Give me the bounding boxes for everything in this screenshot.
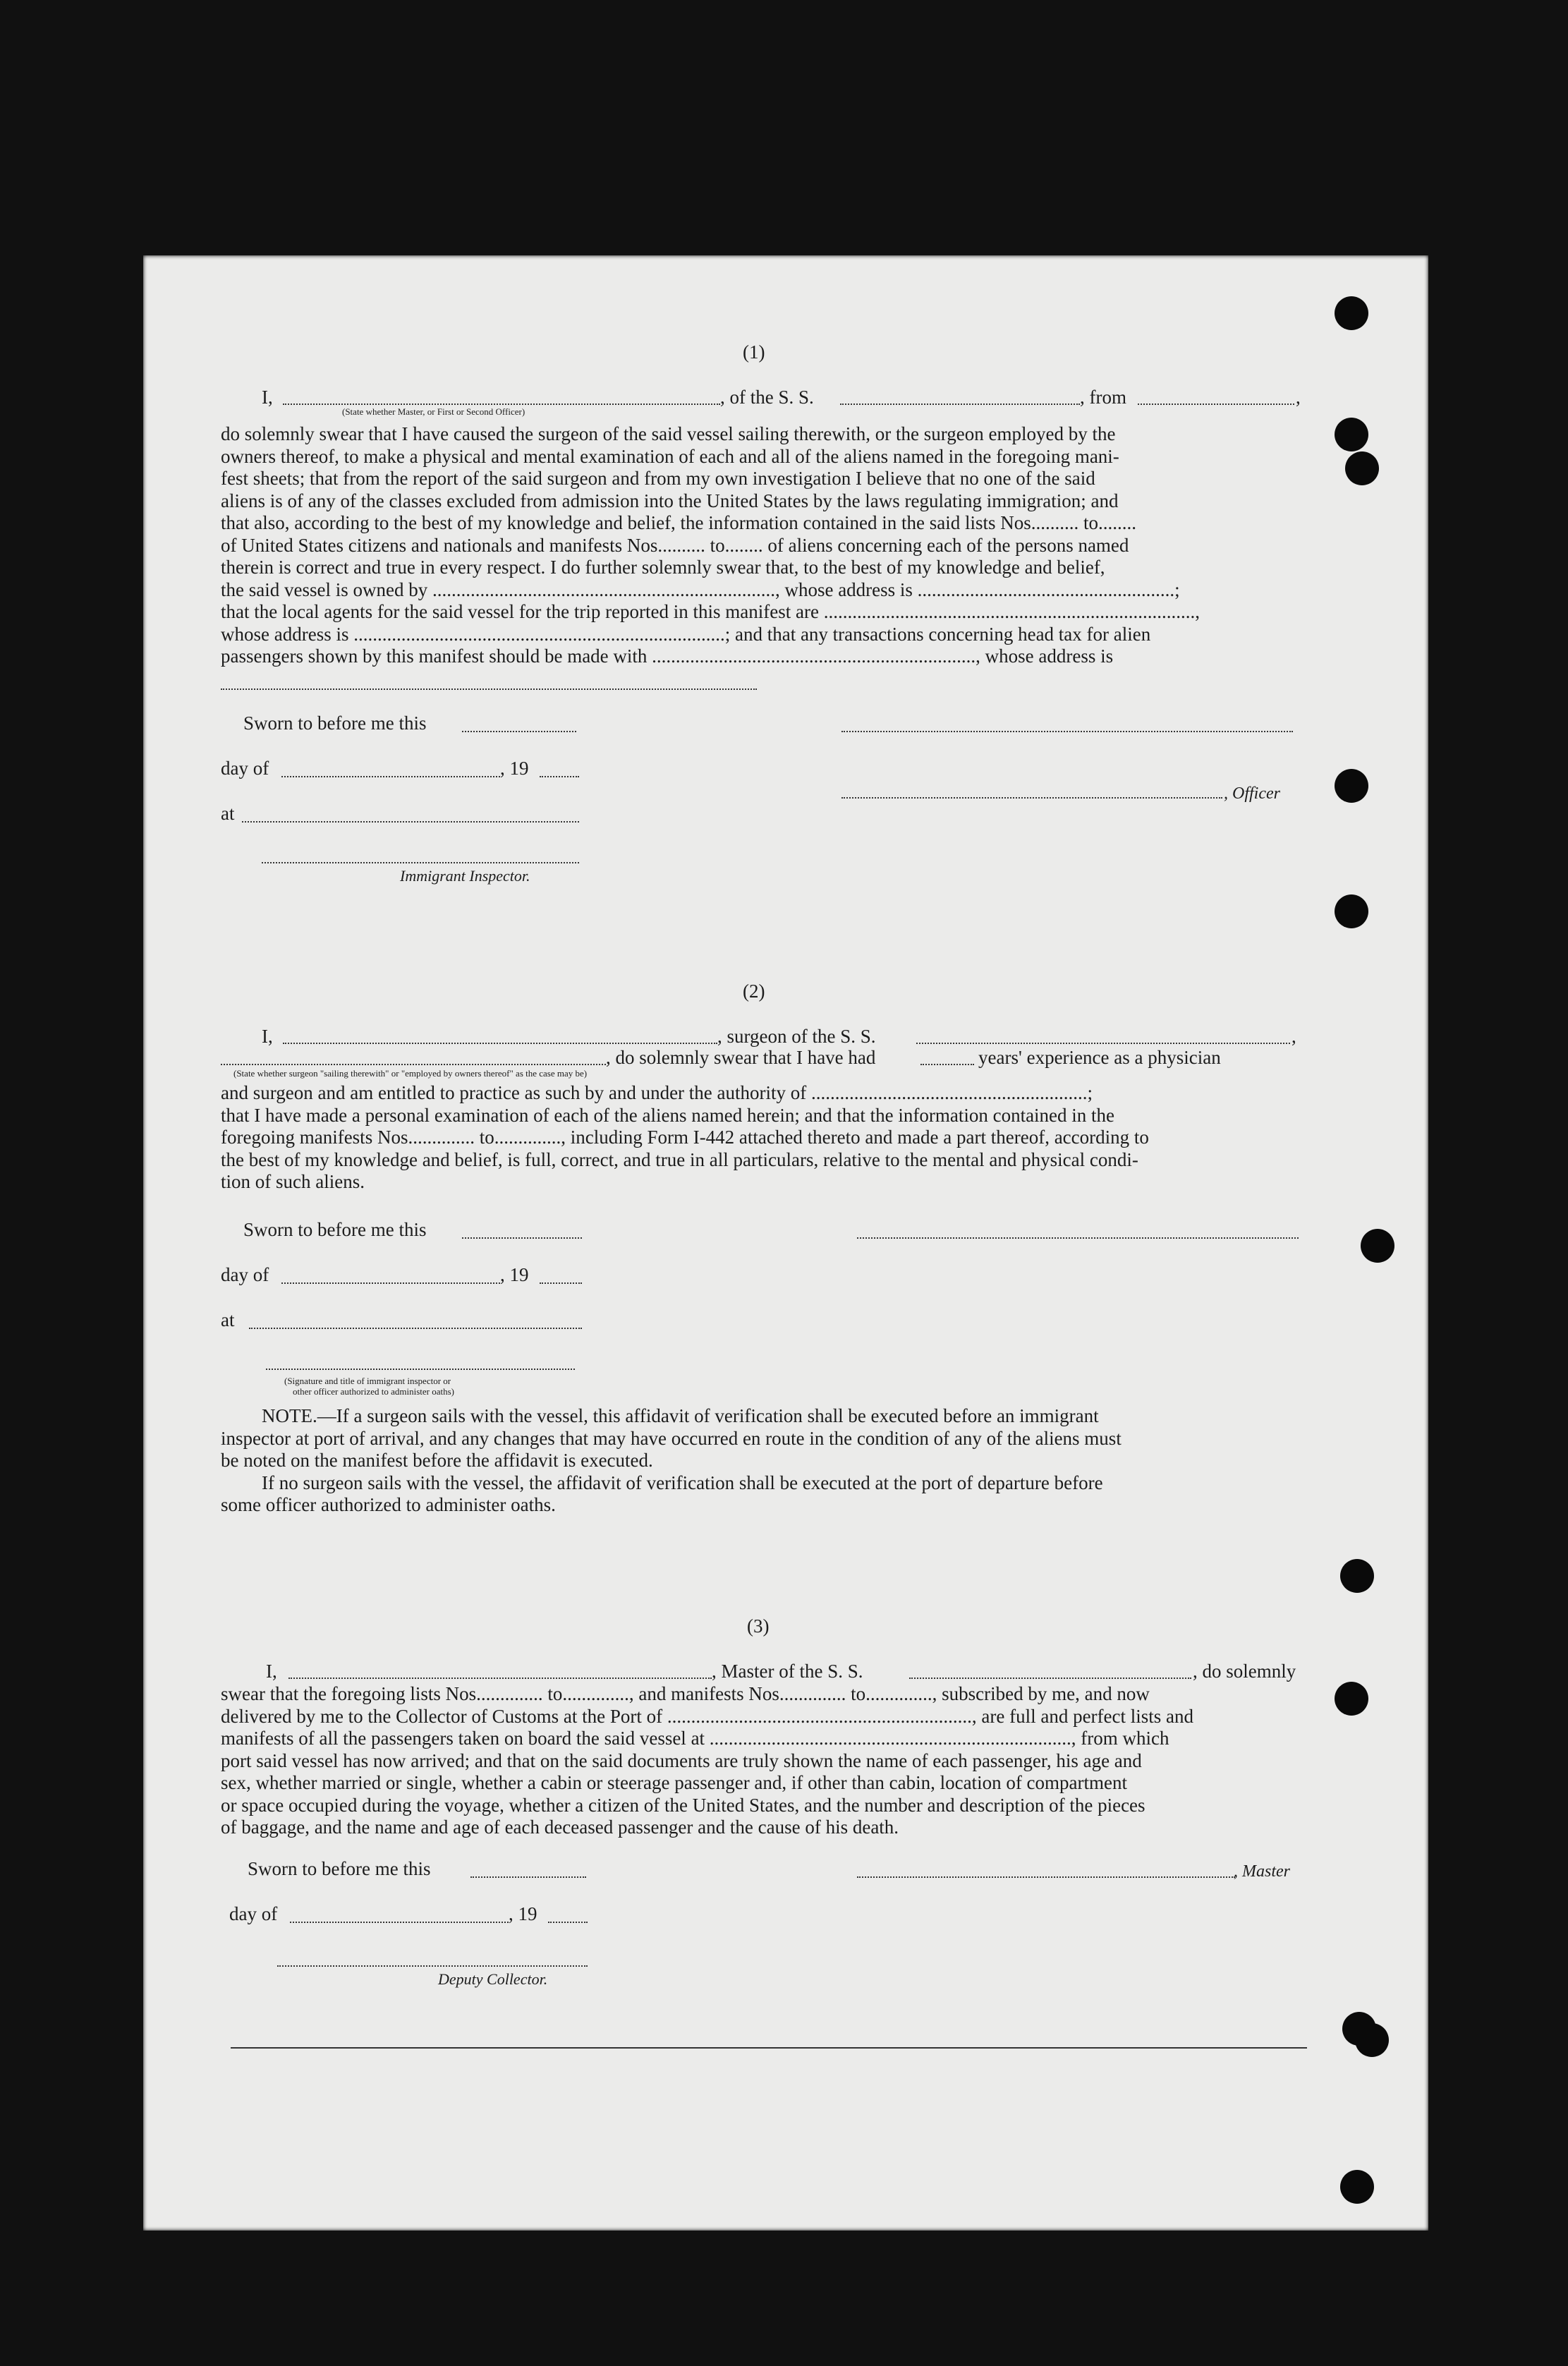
inspector-signature-line <box>266 1367 575 1370</box>
section-number: (3) <box>747 1615 770 1637</box>
signature-note: (Signature and title of immigrant inspector or <box>284 1376 451 1386</box>
line-label: I, <box>262 387 273 408</box>
affidavit-body: swear that the foregoing lists Nos.............. to.............., and manifests Nos.............. to.............., subscribed by me, and now delivered by me to the Collector of Customs at the Port of ................................................................, are full and perfect lists and manifests of all the passengers taken on board the said vessel at ............................................................................, from which port said vessel has now arrived; and that on the said documents are truly shown the name of each passenger, his age and sex, whether married or single, whether a cabin or steerage passenger and, if other than cabin, location of compartment or space occupied during the voyage, whether a citizen of the United States, and the number and description of the pieces of baggage, and the name and age of each deceased passenger and the cause of his death. <box>221 1683 1194 1838</box>
line-label: , <box>1292 1026 1296 1047</box>
blank-line <box>281 775 500 777</box>
blank-line <box>1138 402 1294 405</box>
binder-hole <box>1335 769 1368 803</box>
sworn-label: Sworn to before me this <box>243 712 427 734</box>
binder-hole <box>1340 2170 1374 2204</box>
blank-line <box>462 729 576 732</box>
day-of-label: day of <box>229 1903 278 1924</box>
binder-hole <box>1335 296 1368 330</box>
blank-line <box>242 820 579 823</box>
blank-line <box>290 1920 509 1923</box>
manifest-affidavit-page <box>143 255 1428 2231</box>
binder-hole <box>1345 451 1379 485</box>
line-label: , of the S. S. <box>720 387 814 408</box>
year-label: , 19 <box>500 758 529 779</box>
line-label: I, <box>262 1026 273 1047</box>
bottom-rule <box>231 2047 1307 2049</box>
binder-hole <box>1361 1229 1394 1263</box>
line-label: , do solemnly <box>1193 1661 1296 1682</box>
day-of-label: day of <box>221 758 269 779</box>
sworn-label: Sworn to before me this <box>248 1858 431 1879</box>
blank-line <box>288 1676 712 1679</box>
blank-line <box>462 1236 582 1239</box>
line-label: , Master of the S. S. <box>712 1661 863 1682</box>
blank-line <box>841 729 1293 732</box>
blank-line <box>920 1062 974 1065</box>
inspector-signature-line <box>262 861 579 863</box>
line-label: , surgeon of the S. S. <box>717 1026 876 1047</box>
inspector-label: Immigrant Inspector. <box>400 867 530 885</box>
binder-hole <box>1335 418 1368 451</box>
line-label: , do solemnly swear that I have had <box>606 1047 876 1068</box>
master-signature-line <box>857 1875 1235 1878</box>
line-label: , from <box>1080 387 1126 408</box>
blank-line <box>840 402 1080 405</box>
blank-line <box>540 775 579 777</box>
blank-line <box>283 402 720 405</box>
blank-line <box>221 1062 606 1065</box>
surgeon-signature-line <box>857 1236 1299 1239</box>
line-label: , <box>1296 387 1301 408</box>
section-number: (1) <box>743 341 765 363</box>
note-paragraph: NOTE.—If a surgeon sails with the vessel, this affidavit of verification shall be executed before an immigrant inspector at port of arrival, and any changes that may have occurred en route in the condition of any of the aliens must be noted on the manifest before the affidavit is executed. If no surgeon sails with the vessel, the affidavit of verification shall be executed at the port of departure before some officer authorized to administer oaths. <box>221 1405 1122 1515</box>
blank-line <box>548 1920 588 1923</box>
officer-signature-line <box>841 796 1222 799</box>
blank-line <box>916 1041 1290 1044</box>
blank-line <box>909 1676 1191 1679</box>
blank-line <box>470 1875 586 1878</box>
sworn-label: Sworn to before me this <box>243 1219 427 1240</box>
affidavit-body: do solemnly swear that I have caused the surgeon of the said vessel sailing therewith, or the surgeon employed by the owners thereof, to make a physical and mental examination of each and all of the aliens named in the foregoing mani- fest sheets; that from the report of the said surgeon and from my own investigation I believe that no one of the said aliens is of any of the classes excluded from admission into the United States by the laws regulating immigration; and that also, according to the best of my knowledge and belief, the information contained in the said lists Nos.......... to........ of United States citizens and nationals and manifests Nos.......... to........ of aliens concerning each of the persons named therein is correct and true in every respect. I do further solemnly swear that, to the best of my knowledge and belief, the said vessel is owned by ........................................................................, whose address is ......................................................; that the local agents for the said vessel for the trip reported in this manifest are .............................................................................., whose address is ..............................................................................; and that any transactions concerning head tax for alien passengers shown by this manifest should be made with ...................................................................., whose address is <box>221 423 1200 667</box>
line-label: I, <box>266 1661 277 1682</box>
field-note: (State whether surgeon "sailing therewith" or "employed by owners thereof" as the case may be) <box>233 1068 588 1079</box>
line-label: years' experience as a physician <box>978 1047 1221 1068</box>
day-of-label: day of <box>221 1264 269 1285</box>
at-label: at <box>221 1309 235 1330</box>
blank-line <box>540 1281 582 1284</box>
blank-line <box>221 687 757 690</box>
deputy-label: Deputy Collector. <box>438 1970 548 1988</box>
binder-hole <box>1340 1559 1374 1593</box>
binder-hole <box>1335 894 1368 928</box>
signature-note: other officer authorized to administer oaths) <box>293 1386 454 1397</box>
blank-line <box>281 1281 500 1284</box>
blank-line <box>283 1041 717 1044</box>
binder-hole <box>1335 1682 1368 1716</box>
note-label: NOTE. <box>262 1405 317 1426</box>
master-label: , Master <box>1234 1862 1290 1881</box>
at-label: at <box>221 803 235 824</box>
year-label: , 19 <box>500 1264 529 1285</box>
binder-hole <box>1355 2023 1389 2057</box>
affidavit-body: and surgeon and am entitled to practice as such by and under the authority of ..........................................................; that I have made a personal examination of each of the aliens named herein; and that the information contained in the foregoing manifests Nos.............. to.............., including Form I-442 attached thereto and made a part thereof, according to the best of my knowledge and belief, is full, correct, and true in all particulars, relative to the mental and physical condi- tion of such aliens. <box>221 1082 1149 1192</box>
blank-line <box>249 1326 582 1329</box>
year-label: , 19 <box>509 1903 537 1924</box>
section-number: (2) <box>743 981 765 1002</box>
field-note: (State whether Master, or First or Second Officer) <box>342 406 525 417</box>
deputy-signature-line <box>277 1964 588 1967</box>
officer-label: , Officer <box>1224 784 1280 803</box>
